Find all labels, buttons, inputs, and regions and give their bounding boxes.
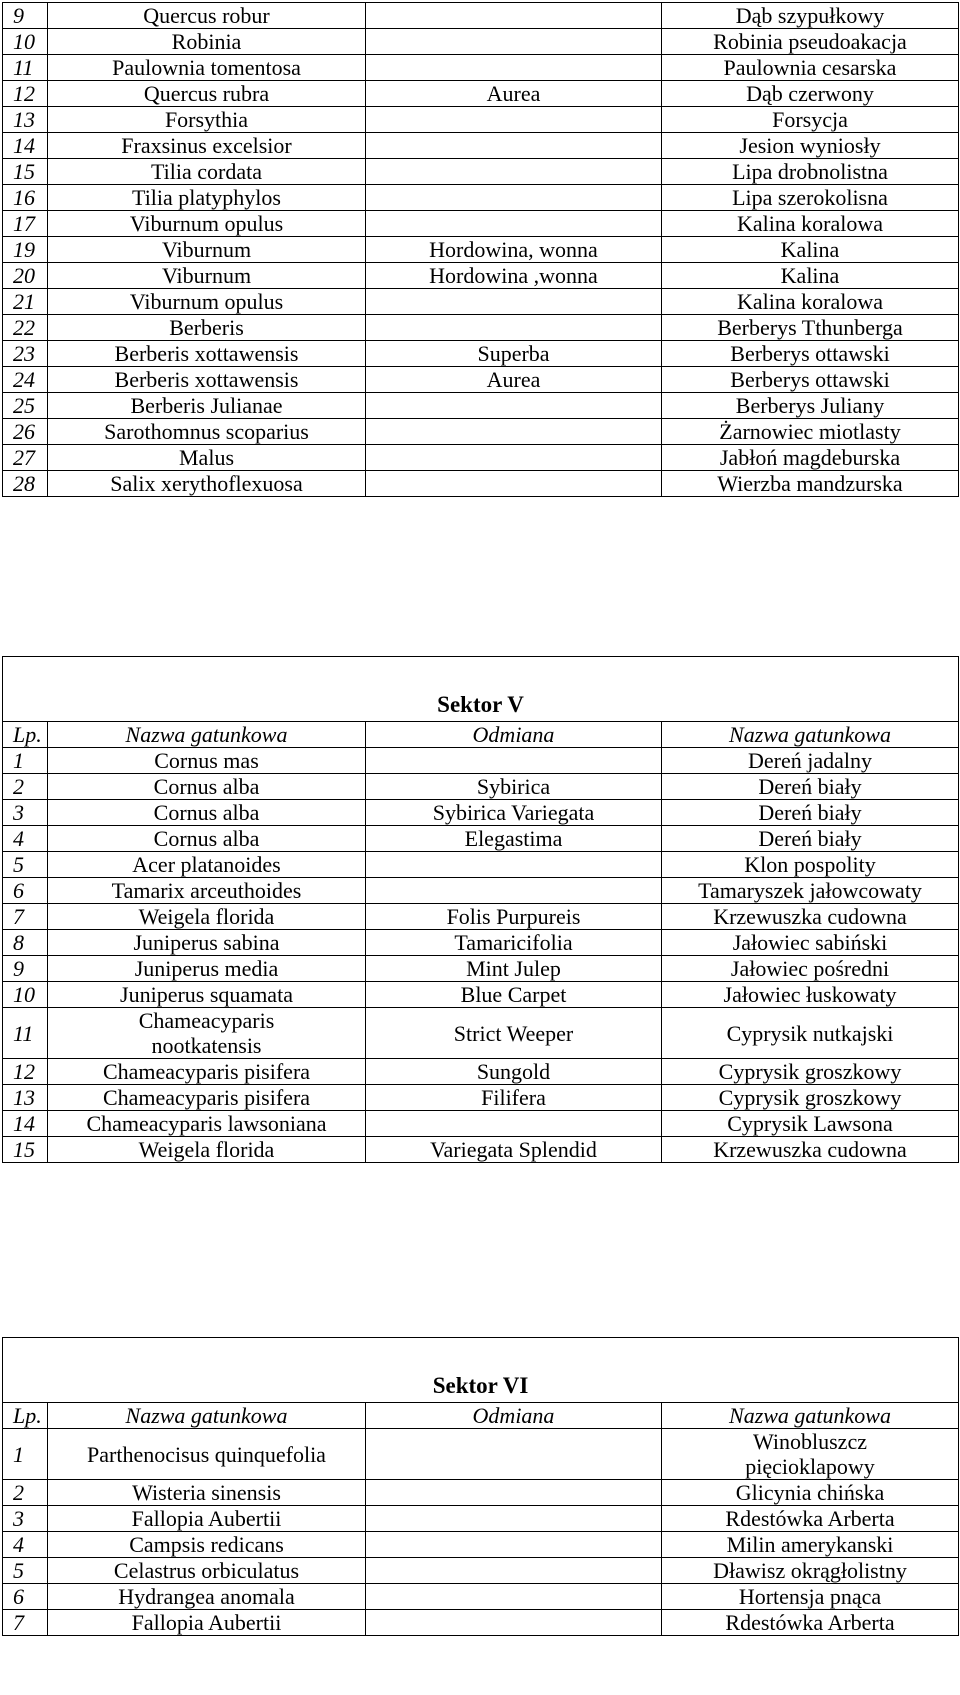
species-latin-cell: Berberis Julianae	[48, 393, 366, 419]
species-polish-cell: Lipa szerokolisna	[662, 185, 959, 211]
species-polish-cell: Lipa drobnolistna	[662, 159, 959, 185]
species-polish-cell: Hortensja pnąca	[662, 1584, 959, 1610]
variety-cell	[366, 393, 662, 419]
table-row	[3, 878, 959, 904]
species-latin-cell: Berberis xottawensis	[48, 367, 366, 393]
species-latin-cell: Salix xerythoflexuosa	[48, 471, 366, 497]
species-latin-cell: Juniperus squamata	[48, 982, 366, 1008]
species-polish-cell: Dąb szypułkowy	[662, 3, 959, 29]
sektor-vi-title: Sektor VI	[3, 1338, 959, 1403]
row-number: 12	[3, 81, 48, 107]
table-row	[3, 29, 959, 55]
header-species-polish: Nazwa gatunkowa	[662, 1403, 959, 1429]
species-latin-cell: Weigela florida	[48, 1137, 366, 1163]
row-number: 22	[3, 315, 48, 341]
variety-cell	[366, 289, 662, 315]
species-polish-cell: Klon pospolity	[662, 852, 959, 878]
row-number: 7	[3, 904, 48, 930]
table-row	[3, 263, 959, 289]
species-latin-cell: Viburnum	[48, 237, 366, 263]
species-polish-cell: Krzewuszka cudowna	[662, 1137, 959, 1163]
row-number: 10	[3, 29, 48, 55]
species-polish-cell: Dereń biały	[662, 826, 959, 852]
header-lp: Lp.	[3, 722, 48, 748]
species-latin-cell: Juniperus sabina	[48, 930, 366, 956]
species-latin-cell: Wisteria sinensis	[48, 1480, 366, 1506]
sektor-vi-title-row	[3, 1338, 959, 1403]
variety-cell	[366, 1532, 662, 1558]
sektor-vi-table	[2, 1337, 959, 1636]
species-polish-cell: Żarnowiec miotlasty	[662, 419, 959, 445]
table-row	[3, 956, 959, 982]
variety-cell: Aurea	[366, 81, 662, 107]
table-row	[3, 55, 959, 81]
row-number: 3	[3, 800, 48, 826]
variety-cell: Elegastima	[366, 826, 662, 852]
table-row	[3, 774, 959, 800]
species-latin-cell: Chameacyparis lawsoniana	[48, 1111, 366, 1137]
species-latin-cell: Celastrus orbiculatus	[48, 1558, 366, 1584]
table-row	[3, 133, 959, 159]
table-row	[3, 341, 959, 367]
variety-cell	[366, 748, 662, 774]
variety-cell	[366, 1506, 662, 1532]
table-row	[3, 1429, 959, 1480]
variety-cell	[366, 1558, 662, 1584]
variety-cell: Aurea	[366, 367, 662, 393]
table-row	[3, 393, 959, 419]
table-row	[3, 1506, 959, 1532]
row-number: 6	[3, 878, 48, 904]
species-latin-cell: Cornus alba	[48, 774, 366, 800]
species-polish-cell: Cyprysik groszkowy	[662, 1059, 959, 1085]
species-latin-cell: Chameacyparis pisifera	[48, 1085, 366, 1111]
species-latin-cell: Weigela florida	[48, 904, 366, 930]
species-latin-cell: Chameacyparis pisifera	[48, 1059, 366, 1085]
species-polish-cell: Berberys ottawski	[662, 367, 959, 393]
row-number: 1	[3, 1429, 48, 1480]
species-polish-cell: Dereń biały	[662, 774, 959, 800]
header-variety: Odmiana	[366, 722, 662, 748]
row-number: 25	[3, 393, 48, 419]
variety-cell: Filifera	[366, 1085, 662, 1111]
species-polish-cell: Dereń biały	[662, 800, 959, 826]
variety-cell: Blue Carpet	[366, 982, 662, 1008]
row-number: 5	[3, 1558, 48, 1584]
table-row	[3, 159, 959, 185]
species-latin-cell: Berberis	[48, 315, 366, 341]
species-polish-cell: Krzewuszka cudowna	[662, 904, 959, 930]
row-number: 7	[3, 1610, 48, 1636]
row-number: 23	[3, 341, 48, 367]
species-table-body	[3, 3, 959, 497]
species-table-continued	[2, 2, 959, 497]
table-row	[3, 1008, 959, 1059]
sektor-v-body	[3, 657, 959, 1163]
variety-cell	[366, 1610, 662, 1636]
species-polish-cell: Jałowiec pośredni	[662, 956, 959, 982]
species-latin-cell: Parthenocisus quinquefolia	[48, 1429, 366, 1480]
species-polish-cell: Berberys Juliany	[662, 393, 959, 419]
species-latin-cell: Juniperus media	[48, 956, 366, 982]
variety-cell	[366, 29, 662, 55]
table-row	[3, 107, 959, 133]
row-number: 26	[3, 419, 48, 445]
table-row	[3, 367, 959, 393]
table-row	[3, 1480, 959, 1506]
table-row	[3, 315, 959, 341]
species-latin-cell: Quercus robur	[48, 3, 366, 29]
species-polish-cell: Cyprysik groszkowy	[662, 1085, 959, 1111]
table-row	[3, 211, 959, 237]
row-number: 14	[3, 1111, 48, 1137]
header-species-latin: Nazwa gatunkowa	[48, 722, 366, 748]
variety-cell	[366, 3, 662, 29]
species-latin-cell: Fraxsinus excelsior	[48, 133, 366, 159]
table-row	[3, 826, 959, 852]
header-variety: Odmiana	[366, 1403, 662, 1429]
variety-cell	[366, 1480, 662, 1506]
species-polish-cell: Kalina	[662, 237, 959, 263]
table-row	[3, 748, 959, 774]
species-polish-cell: Jałowiec łuskowaty	[662, 982, 959, 1008]
row-number: 3	[3, 1506, 48, 1532]
header-species-polish: Nazwa gatunkowa	[662, 722, 959, 748]
variety-cell: Folis Purpureis	[366, 904, 662, 930]
sektor-vi-body	[3, 1338, 959, 1636]
variety-cell: Sybirica	[366, 774, 662, 800]
species-polish-cell: Jabłoń magdeburska	[662, 445, 959, 471]
variety-cell	[366, 211, 662, 237]
variety-cell	[366, 185, 662, 211]
row-number: 13	[3, 107, 48, 133]
table-row	[3, 904, 959, 930]
row-number: 6	[3, 1584, 48, 1610]
species-latin-cell: Fallopia Aubertii	[48, 1506, 366, 1532]
species-latin-cell: Paulownia tomentosa	[48, 55, 366, 81]
row-number: 15	[3, 159, 48, 185]
row-number: 11	[3, 55, 48, 81]
table-row	[3, 800, 959, 826]
species-latin-cell: Viburnum	[48, 263, 366, 289]
species-polish-cell: Rdestówka Arberta	[662, 1506, 959, 1532]
table-row	[3, 1137, 959, 1163]
row-number: 1	[3, 748, 48, 774]
variety-cell	[366, 133, 662, 159]
row-number: 8	[3, 930, 48, 956]
row-number: 5	[3, 852, 48, 878]
species-polish-cell: Rdestówka Arberta	[662, 1610, 959, 1636]
sektor-vi-header-row	[3, 1403, 959, 1429]
table-row	[3, 1584, 959, 1610]
row-number: 4	[3, 826, 48, 852]
species-latin-cell: Sarothomnus scoparius	[48, 419, 366, 445]
row-number: 2	[3, 774, 48, 800]
species-polish-cell: Cyprysik Lawsona	[662, 1111, 959, 1137]
species-latin-cell: Tamarix arceuthoides	[48, 878, 366, 904]
species-latin-cell: Acer platanoides	[48, 852, 366, 878]
row-number: 12	[3, 1059, 48, 1085]
variety-cell: Sybirica Variegata	[366, 800, 662, 826]
variety-cell: Sungold	[366, 1059, 662, 1085]
row-number: 20	[3, 263, 48, 289]
row-number: 28	[3, 471, 48, 497]
row-number: 13	[3, 1085, 48, 1111]
row-number: 21	[3, 289, 48, 315]
variety-cell	[366, 852, 662, 878]
species-polish-cell: Berberys ottawski	[662, 341, 959, 367]
variety-cell	[366, 1429, 662, 1480]
row-number: 14	[3, 133, 48, 159]
species-polish-cell: Dławisz okrągłolistny	[662, 1558, 959, 1584]
table-row	[3, 1085, 959, 1111]
species-latin-cell: Viburnum opulus	[48, 289, 366, 315]
table-row	[3, 445, 959, 471]
species-latin-cell: Robinia	[48, 29, 366, 55]
species-latin-cell: Berberis xottawensis	[48, 341, 366, 367]
variety-cell: Hordowina, wonna	[366, 237, 662, 263]
table-row	[3, 1558, 959, 1584]
variety-cell	[366, 107, 662, 133]
variety-cell: Variegata Splendid	[366, 1137, 662, 1163]
species-latin-cell: Quercus rubra	[48, 81, 366, 107]
sektor-v-title-row	[3, 657, 959, 722]
species-polish-cell: Tamaryszek jałowcowaty	[662, 878, 959, 904]
species-latin-cell: Forsythia	[48, 107, 366, 133]
variety-cell: Hordowina ,wonna	[366, 263, 662, 289]
sektor-v-title: Sektor V	[3, 657, 959, 722]
species-polish-cell: Jesion wyniosły	[662, 133, 959, 159]
table-row	[3, 3, 959, 29]
row-number: 9	[3, 3, 48, 29]
row-number: 24	[3, 367, 48, 393]
variety-cell	[366, 159, 662, 185]
row-number: 11	[3, 1008, 48, 1059]
row-number: 9	[3, 956, 48, 982]
table-row	[3, 1610, 959, 1636]
row-number: 15	[3, 1137, 48, 1163]
species-latin-cell: Hydrangea anomala	[48, 1584, 366, 1610]
species-latin-cell: Tilia cordata	[48, 159, 366, 185]
sektor-v-table	[2, 656, 959, 1163]
variety-cell	[366, 315, 662, 341]
species-polish-cell: Jałowiec sabiński	[662, 930, 959, 956]
table-row	[3, 289, 959, 315]
species-polish-cell: Dereń jadalny	[662, 748, 959, 774]
variety-cell	[366, 878, 662, 904]
row-number: 27	[3, 445, 48, 471]
species-polish-cell: Paulownia cesarska	[662, 55, 959, 81]
table-row	[3, 1059, 959, 1085]
variety-cell: Superba	[366, 341, 662, 367]
species-latin-cell: Malus	[48, 445, 366, 471]
table-row	[3, 81, 959, 107]
row-number: 16	[3, 185, 48, 211]
species-polish-cell: Glicynia chińska	[662, 1480, 959, 1506]
row-number: 17	[3, 211, 48, 237]
species-polish-cell: Kalina	[662, 263, 959, 289]
species-latin-cell: Tilia platyphylos	[48, 185, 366, 211]
table-row	[3, 185, 959, 211]
variety-cell	[366, 55, 662, 81]
species-polish-cell: Winobluszcz pięcioklapowy	[662, 1429, 959, 1480]
table-row	[3, 1111, 959, 1137]
table-row	[3, 930, 959, 956]
row-number: 4	[3, 1532, 48, 1558]
variety-cell: Strict Weeper	[366, 1008, 662, 1059]
species-latin-cell: Viburnum opulus	[48, 211, 366, 237]
species-polish-cell: Berberys Tthunberga	[662, 315, 959, 341]
species-polish-cell: Cyprysik nutkajski	[662, 1008, 959, 1059]
header-lp: Lp.	[3, 1403, 48, 1429]
table-row	[3, 237, 959, 263]
table-row	[3, 1532, 959, 1558]
species-polish-cell: Kalina koralowa	[662, 289, 959, 315]
variety-cell	[366, 471, 662, 497]
table-row	[3, 419, 959, 445]
variety-cell: Mint Julep	[366, 956, 662, 982]
species-latin-cell: Cornus mas	[48, 748, 366, 774]
species-polish-cell: Milin amerykanski	[662, 1532, 959, 1558]
species-latin-cell: Cornus alba	[48, 800, 366, 826]
table-row	[3, 852, 959, 878]
header-species-latin: Nazwa gatunkowa	[48, 1403, 366, 1429]
row-number: 2	[3, 1480, 48, 1506]
row-number: 10	[3, 982, 48, 1008]
species-polish-cell: Wierzba mandzurska	[662, 471, 959, 497]
variety-cell	[366, 419, 662, 445]
species-polish-cell: Kalina koralowa	[662, 211, 959, 237]
species-polish-cell: Dąb czerwony	[662, 81, 959, 107]
species-polish-cell: Robinia pseudoakacja	[662, 29, 959, 55]
variety-cell: Tamaricifolia	[366, 930, 662, 956]
table-row	[3, 471, 959, 497]
variety-cell	[366, 1111, 662, 1137]
variety-cell	[366, 445, 662, 471]
species-latin-cell: Cornus alba	[48, 826, 366, 852]
row-number: 19	[3, 237, 48, 263]
species-polish-cell: Forsycja	[662, 107, 959, 133]
sektor-v-header-row	[3, 722, 959, 748]
variety-cell	[366, 1584, 662, 1610]
table-row	[3, 982, 959, 1008]
species-latin-cell: Campsis redicans	[48, 1532, 366, 1558]
species-latin-cell: Chameacyparis nootkatensis	[48, 1008, 366, 1059]
species-latin-cell: Fallopia Aubertii	[48, 1610, 366, 1636]
